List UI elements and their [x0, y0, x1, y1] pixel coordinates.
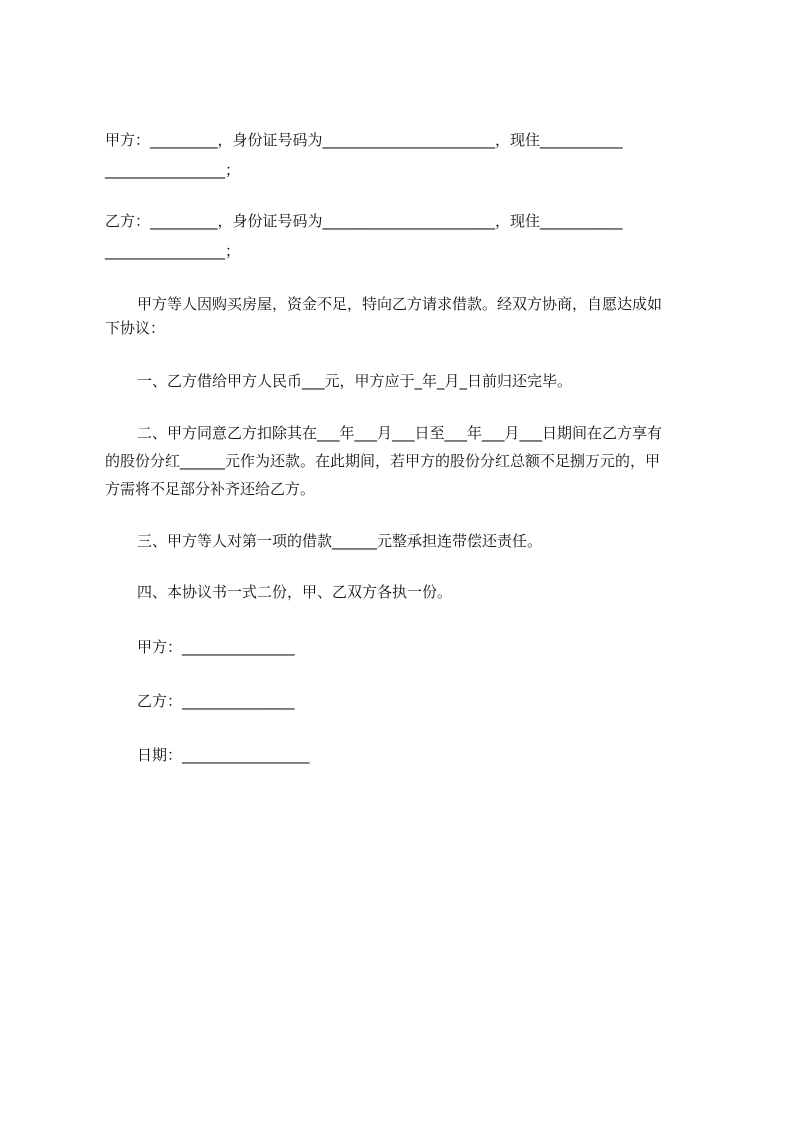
signature-date: 日期：_________________	[137, 746, 310, 764]
clause-4: 四、本协议书一式二份，甲、乙双方各执一份。	[137, 583, 453, 601]
party-b-line-1: 乙方：_________，身份证号码为_______________________，现住___________	[105, 212, 623, 230]
clause-2-line-3: 方需将不足部分补齐还给乙方。	[105, 480, 316, 498]
preamble-line-2: 下协议：	[105, 319, 166, 337]
preamble-line-1: 甲方等人因购买房屋，资金不足，特向乙方请求借款。经双方协商，自愿达成如	[137, 295, 663, 313]
signature-party-a: 甲方：_______________	[137, 638, 295, 656]
clause-2-line-2: 的股份分红______元作为还款。在此期间，若甲方的股份分红总额不足捌万元的，甲	[105, 452, 661, 470]
clause-3: 三、甲方等人对第一项的借款______元整承担连带偿还责任。	[137, 532, 543, 550]
party-a-line-2: ________________；	[105, 161, 241, 179]
party-a-line-1: 甲方：_________，身份证号码为_______________________，现住___________	[105, 131, 623, 149]
party-b-line-2: ________________；	[105, 242, 241, 260]
clause-2-line-1: 二、甲方同意乙方扣除其在___年___月___日至___年___月___日期间在乙方享有	[137, 424, 663, 442]
clause-1: 一、乙方借给甲方人民币___元，甲方应于_年_月_日前归还完毕。	[137, 372, 573, 390]
signature-party-b: 乙方：_______________	[137, 692, 295, 710]
